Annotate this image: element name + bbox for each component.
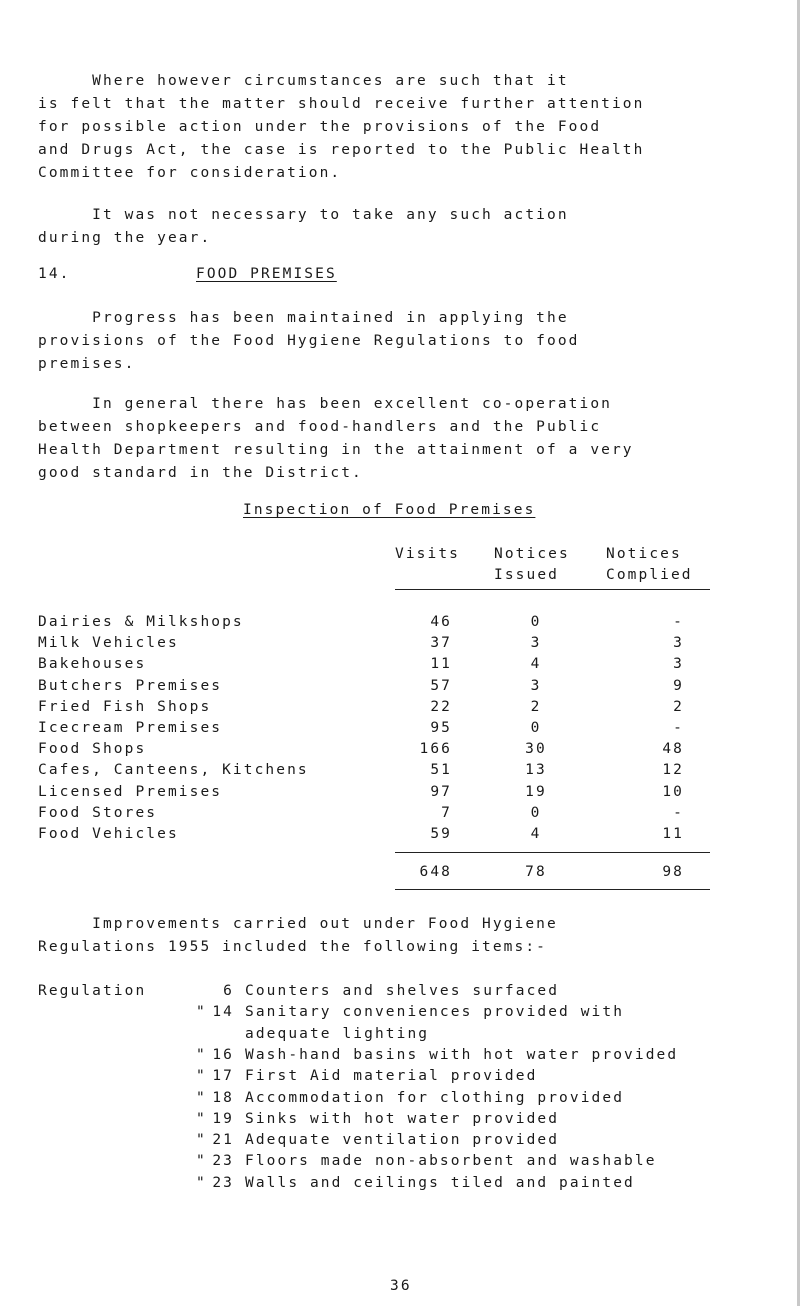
table-row-label: Licensed Premises (38, 783, 223, 800)
regulation-number: 19 (212, 1110, 234, 1127)
cell-notices-issued: 30 (525, 741, 547, 758)
regulation-item-text: Sanitary conveniences provided with (245, 1004, 625, 1021)
regulation-number: 14 (212, 1004, 234, 1021)
regulation-item-text: adequate lighting (245, 1025, 430, 1042)
ditto-mark: " (196, 1174, 207, 1191)
table-row-label: Dairies & Milkshops (38, 614, 244, 630)
regulation-item-text: Walls and ceilings tiled and painted (245, 1174, 635, 1191)
cell-visits: 37 (430, 635, 452, 652)
cell-notices-complied: - (673, 804, 684, 821)
regulation-item-text: Counters and shelves surfaced (245, 983, 560, 999)
cell-notices-issued: 13 (525, 762, 547, 779)
regulation-number: 23 (212, 1174, 234, 1191)
table-row-label: Food Shops (38, 741, 147, 758)
cell-visits: 57 (430, 677, 452, 694)
cell-notices-issued: 4 (530, 826, 542, 842)
header-notices-complied-2: Complied (606, 567, 693, 583)
regulation-number: 18 (212, 1089, 234, 1106)
cell-visits: 7 (441, 804, 452, 821)
table-row-label: Milk Vehicles (38, 635, 179, 652)
regulation-label: Regulation (38, 983, 147, 999)
total-complied: 98 (662, 864, 684, 880)
cell-notices-complied: 2 (673, 698, 684, 715)
regulation-item-text: Accommodation for clothing provided (245, 1089, 625, 1106)
ditto-mark: " (196, 1110, 207, 1127)
regulation-item-text: First Aid material provided (245, 1068, 538, 1085)
cell-notices-complied: 11 (662, 826, 684, 842)
cell-notices-complied: 10 (662, 783, 684, 800)
totals-rule-bottom (395, 889, 710, 890)
header-notices-issued: Notices (494, 546, 570, 562)
table-row-label: Icecream Premises (38, 720, 223, 736)
cell-visits: 11 (430, 656, 452, 673)
text-line: and Drugs Act, the case is reported to the Public Health (38, 142, 645, 158)
text-line: is felt that the matter should receive further attention (38, 96, 645, 112)
cell-notices-issued: 0 (530, 720, 542, 736)
header-notices-issued-2: Issued (494, 567, 559, 583)
table-title: Inspection of Food Premises (243, 502, 536, 518)
regulation-item-text: Wash-hand basins with hot water provided (245, 1046, 679, 1063)
cell-notices-complied: 3 (673, 635, 684, 652)
regulation-item-text: Floors made non-absorbent and washable (245, 1153, 657, 1170)
cell-notices-complied: 3 (673, 656, 684, 673)
table-row-label: Cafes, Canteens, Kitchens (38, 762, 309, 779)
text-line: Health Department resulting in the attainment of a very (38, 442, 634, 458)
text-line: provisions of the Food Hygiene Regulations to food (38, 333, 580, 349)
cell-notices-complied: 48 (662, 741, 684, 758)
ditto-mark: " (196, 1046, 207, 1063)
text-line: Where however circumstances are such that it (38, 73, 569, 89)
text-line: It was not necessary to take any such action (38, 207, 569, 223)
regulation-item-text: Sinks with hot water provided (245, 1110, 560, 1127)
ditto-mark: " (196, 1089, 207, 1106)
header-notices-complied: Notices (606, 546, 682, 562)
table-row-label: Fried Fish Shops (38, 698, 212, 715)
cell-notices-issued: 0 (530, 614, 542, 630)
text-line: Progress has been maintained in applying the (38, 310, 569, 326)
total-visits: 648 (419, 864, 452, 880)
cell-visits: 51 (430, 762, 452, 779)
page-edge-shadow (797, 0, 800, 1306)
cell-notices-complied: 9 (673, 677, 684, 694)
text-line: premises. (38, 356, 136, 372)
total-issued: 78 (525, 864, 547, 880)
text-line: for possible action under the provisions of the Food (38, 119, 602, 135)
table-row-label: Butchers Premises (38, 677, 223, 694)
cell-notices-issued: 3 (530, 677, 542, 694)
text-line: Committee for consideration. (38, 165, 342, 181)
cell-notices-complied: 12 (662, 762, 684, 779)
text-line: Improvements carried out under Food Hygiene (38, 916, 558, 932)
totals-rule-top (395, 852, 710, 853)
regulation-number: 23 (212, 1153, 234, 1170)
text-line: during the year. (38, 230, 212, 246)
ditto-mark: " (196, 1068, 207, 1085)
regulation-number: 17 (212, 1068, 234, 1085)
cell-notices-issued: 4 (530, 656, 542, 673)
text-line: In general there has been excellent co-operation (38, 396, 612, 412)
table-row-label: Food Stores (38, 804, 158, 821)
cell-notices-issued: 19 (525, 783, 547, 800)
cell-notices-issued: 0 (530, 804, 542, 821)
regulation-number: 16 (212, 1046, 234, 1063)
cell-notices-complied: - (673, 614, 684, 630)
cell-visits: 95 (430, 720, 452, 736)
regulation-number: 21 (212, 1132, 234, 1149)
regulation-number: 6 (223, 983, 234, 999)
header-visits: Visits (395, 546, 460, 562)
text-line: Regulations 1955 included the following items:- (38, 939, 547, 955)
cell-notices-complied: - (673, 720, 684, 736)
cell-visits: 166 (419, 741, 452, 758)
ditto-mark: " (196, 1004, 207, 1021)
cell-visits: 46 (430, 614, 452, 630)
ditto-mark: " (196, 1153, 207, 1170)
text-line: between shopkeepers and food-handlers and the Public (38, 419, 602, 435)
header-rule (395, 589, 710, 590)
cell-visits: 59 (430, 826, 452, 842)
section-number: 14. (38, 266, 71, 282)
page-number: 36 (390, 1278, 412, 1294)
cell-visits: 97 (430, 783, 452, 800)
cell-notices-issued: 2 (530, 698, 542, 715)
table-row-label: Food Vehicles (38, 826, 179, 842)
cell-notices-issued: 3 (530, 635, 542, 652)
cell-visits: 22 (430, 698, 452, 715)
regulation-item-text: Adequate ventilation provided (245, 1132, 560, 1149)
table-row-label: Bakehouses (38, 656, 147, 673)
ditto-mark: " (196, 1132, 207, 1149)
section-title: FOOD PREMISES (196, 266, 337, 282)
text-line: good standard in the District. (38, 465, 363, 481)
